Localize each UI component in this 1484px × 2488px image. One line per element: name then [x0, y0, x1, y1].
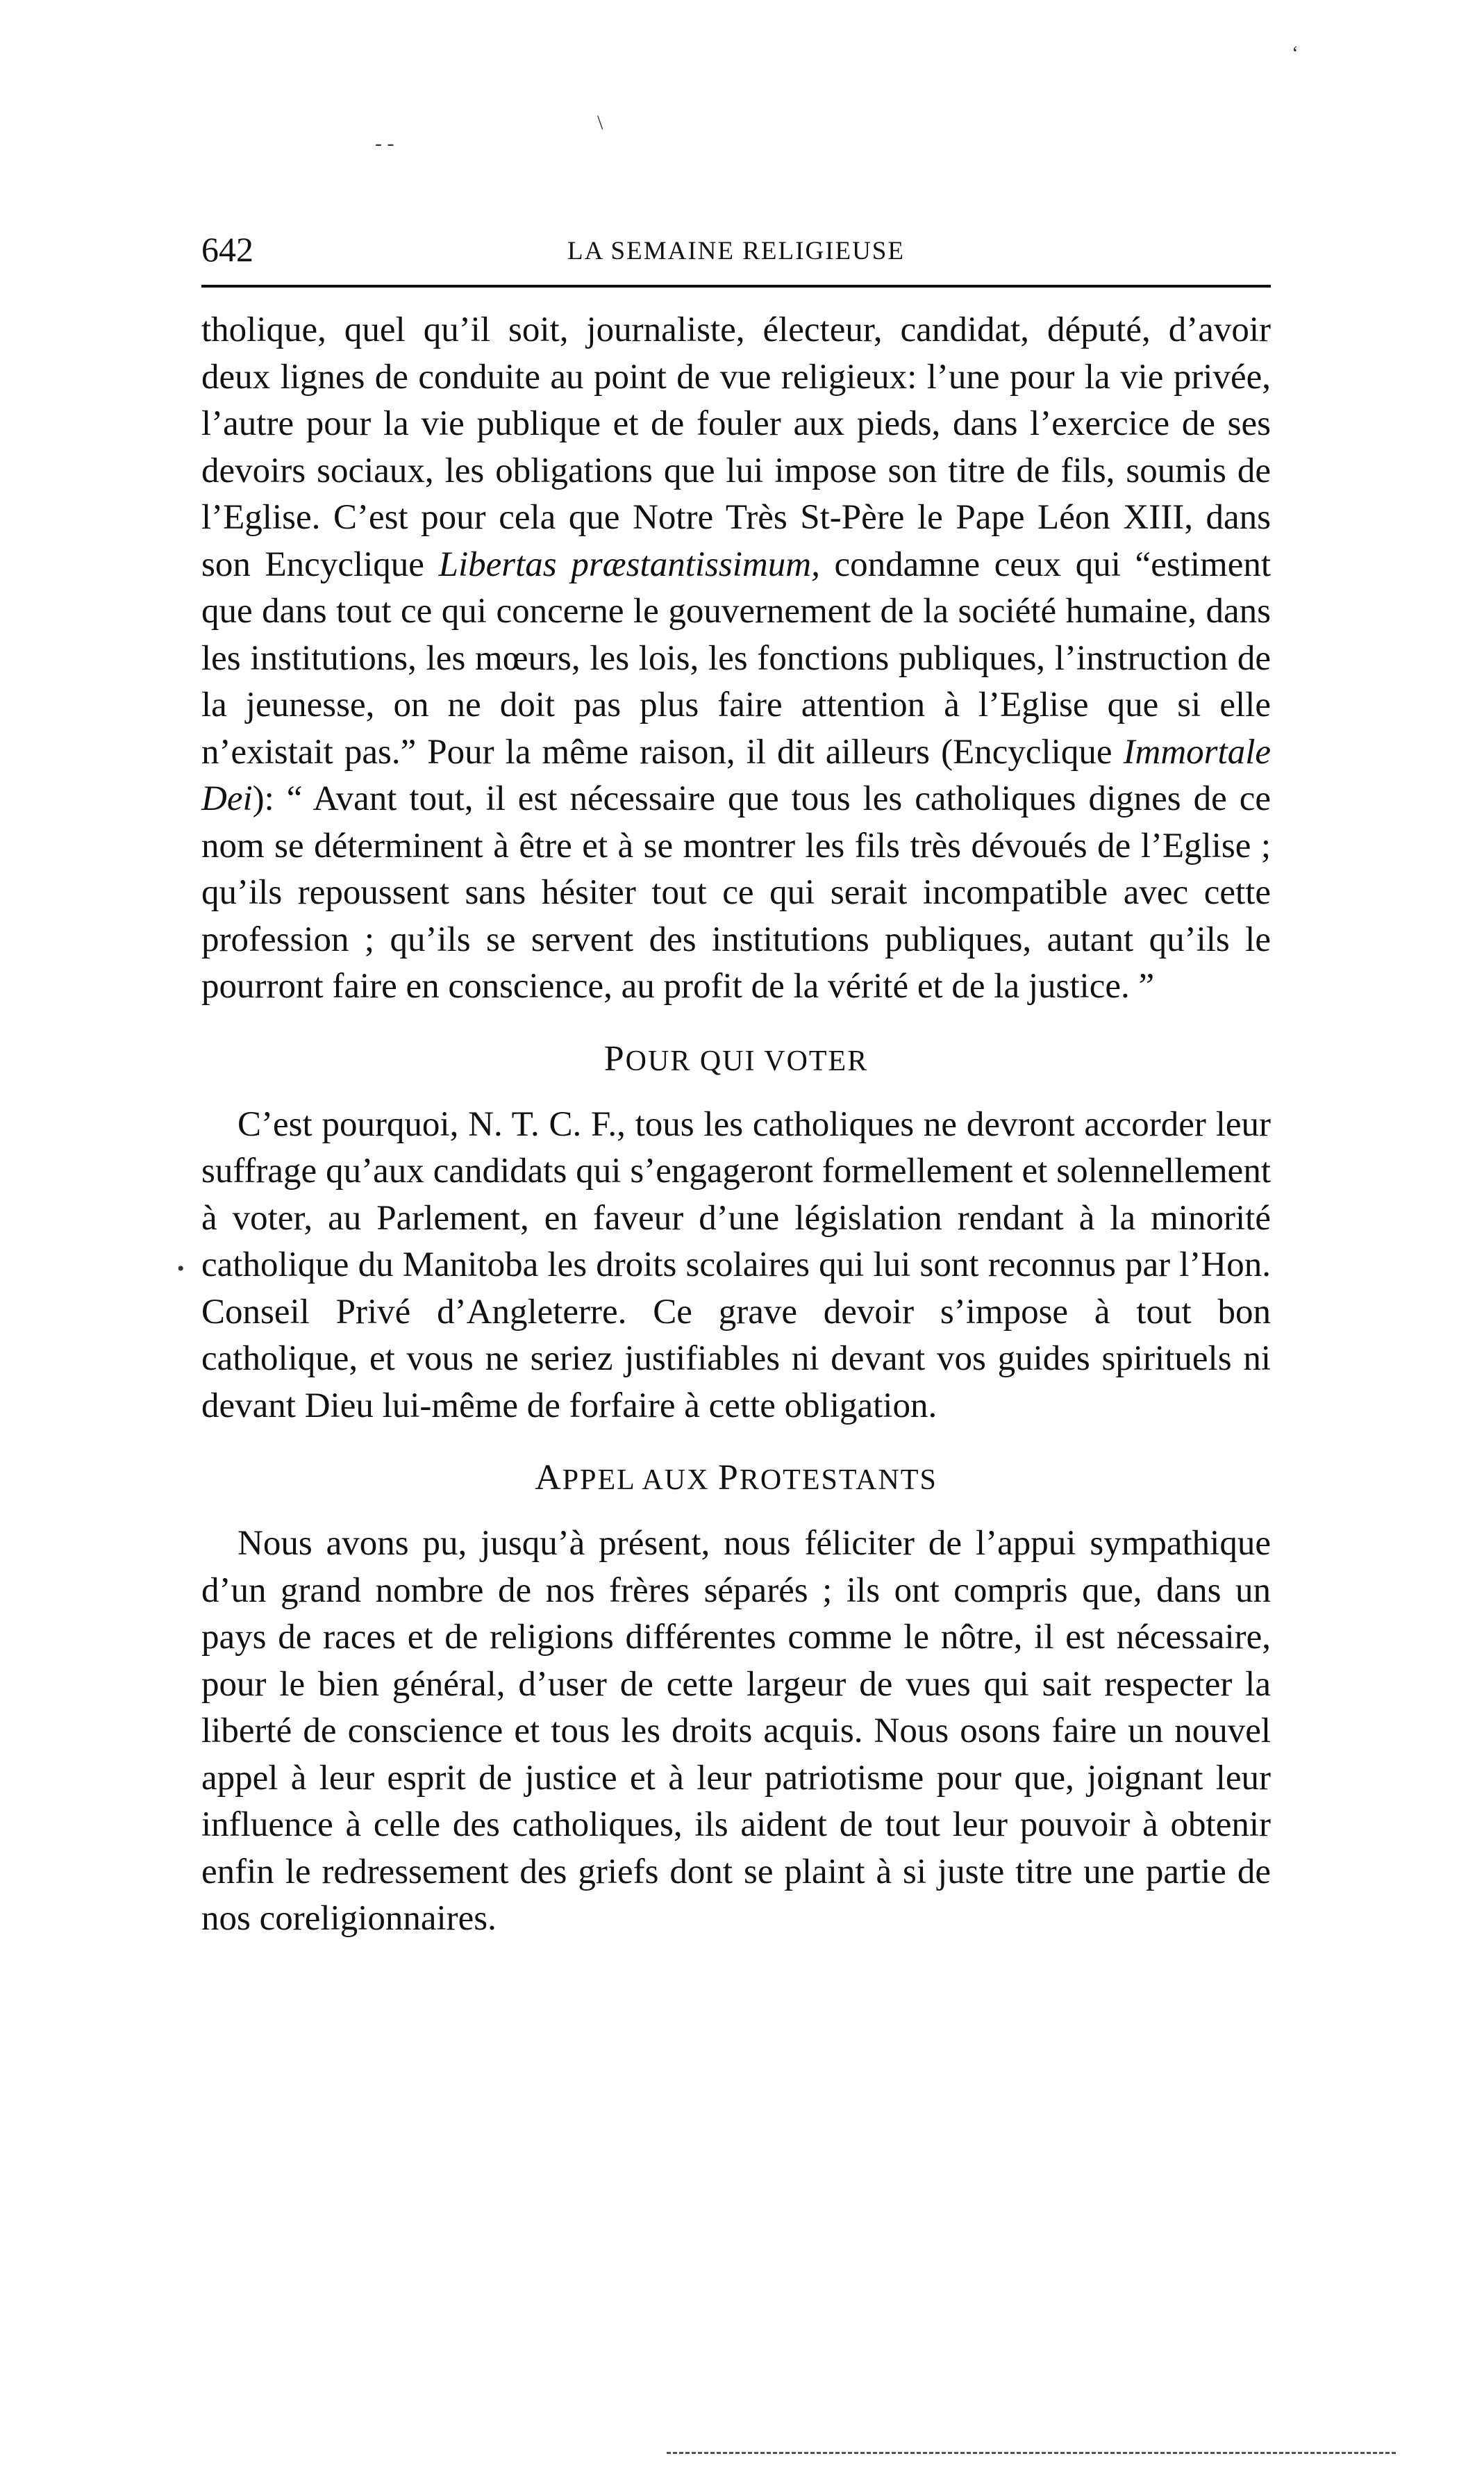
encyclical-title-libertas: Libertas præstantissimum,: [438, 545, 820, 584]
scan-speck: - -: [375, 132, 394, 155]
scan-speck: •: [177, 1257, 185, 1280]
running-head: [201, 222, 1271, 285]
scan-speck: ‘: [1292, 42, 1299, 65]
paragraph-continuation: tholique, quel qu’il soit, journaliste, électeur, candidat, député, d’avoir deux lignes de conduite au point de vue religieux: l’une pour la vie privée, l’autre pour la vie publique et de fouler aux pieds, dans l’exercice de ses devoirs sociaux, les obligations que lui impose son titre de fils, soumis de l’Eglise. C’est pour cela que Notre Très St-Père le Pape Léon XIII, dans son Encyclique Libertas præstantissimum, condamne ceux qui “estiment que dans tout ce qui concerne le gouvernement de la société humaine, dans les institutions, les mœurs, les lois, les fonctions publiques, l’instruction de la jeunesse, on ne doit pas plus faire attention à l’Eglise que si elle n’existait pas.” Pour la même raison, il dit ailleurs (Encyclique Immortale Dei): “ Avant tout, il est nécessaire que tous les catholiques dignes de ce nom se déterminent à être et à se montrer les fils très dévoués de l’Eglise ; qu’ils repoussent sans hésiter tout ce qui serait incompatible avec cette profession ; qu’ils se servent des institutions publiques, autant qu’ils le pourront faire en conscience, au profit de la vérité et de la justice. ”: [201, 310, 1271, 1006]
section-heading-pour-qui-voter: POUR QUI VOTER: [603, 1038, 869, 1079]
running-title: LA SEMAINE RELIGIEUSE: [567, 237, 905, 265]
section-heading-appel-aux-protestants: APPEL AUX PROTESTANTS: [535, 1458, 937, 1498]
paragraph-pour-qui-voter: C’est pourquoi, N. T. C. F., tous les catholiques ne devront accorder leur suffrage qu’aux candidats qui s’engageront formellement et solennellement à voter, au Parlement, en faveur d’une législation rendant à la minorité catholique du Manitoba les droits scolaires qui lui sont reconnus par l’Hon. Conseil Privé d’Angleterre. Ce grave devoir s’impose à tout bon catholique, et vous ne seriez justifiables ni devant vos guides spirituels ni devant Dieu lui-même de forfaire à cette obligation.: [201, 1104, 1271, 1425]
header-rule: [201, 285, 1271, 288]
scan-edge-rule: [667, 2452, 1396, 2454]
book-page: [201, 222, 1271, 1943]
paragraph-appel-aux-protestants: Nous avons pu, jusqu’à présent, nous féliciter de l’appui sympathique d’un grand nombre de nos frères séparés ; ils ont compris que, dans un pays de races et de religions différentes comme le nôtre, il est nécessaire, pour le bien général, d’user de cette largeur de vues qui sait respecter la liberté de conscience et tous les droits acquis. Nous osons faire un nouvel appel à leur esprit de justice et à leur patriotisme pour que, joignant leur influence à celle des catholiques, ils aident de tout leur pouvoir à obtenir enfin le redressement des griefs dont se plaint à si juste titre une partie de nos coreligionnaires.: [201, 1524, 1271, 1938]
body-text: [201, 307, 1271, 1943]
encyclical-title-immortale: Immortale Dei: [201, 732, 1271, 818]
scan-speck: \: [597, 111, 603, 134]
page-number: 642: [201, 230, 253, 269]
